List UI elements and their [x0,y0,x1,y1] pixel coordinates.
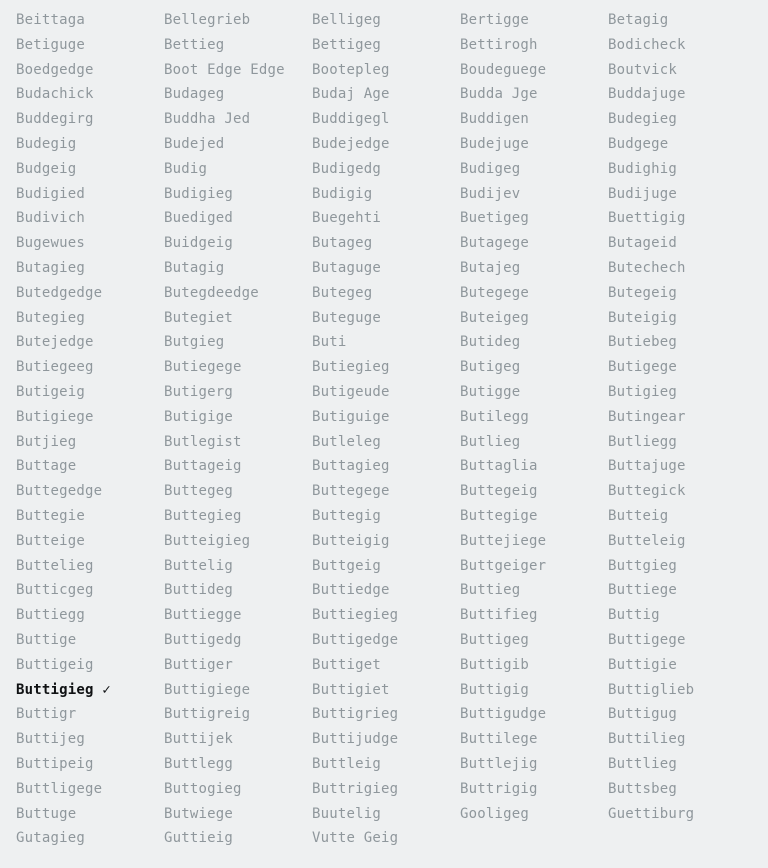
spelling-item: Budigig [312,185,373,202]
spelling-item: Buttgeig [312,557,382,574]
spelling-item: Bettieg [164,36,225,53]
spelling-item: Butegieg [16,309,86,326]
spelling-item: Buttlejig [460,755,538,772]
spelling-item: Boot Edge Edge [164,61,285,78]
spelling-item: Butteleig [608,532,686,549]
spelling-item: Buediged [164,210,234,227]
spelling-item: Buttagieg [312,458,390,475]
spelling-item: Buttigege [608,631,686,648]
spelling-item: Butegeig [608,284,678,301]
spelling-item: Buttijek [164,731,234,748]
spelling-item: Buttegeig [460,483,538,500]
word-grid [16,8,760,851]
spelling-item: Buttilieg [608,731,686,748]
spelling-item: Buegehti [312,210,382,227]
spelling-item: Gutagieg [16,830,86,847]
spelling-item: Bettigeg [312,36,382,53]
spelling-item: Budda Jge [460,86,538,103]
spelling-item: Buttegie [16,507,86,524]
spelling-item: Budegieg [608,111,678,128]
spelling-item: Buttrigieg [312,780,399,797]
spelling-item: Budaj Age [312,86,390,103]
spelling-item: Buttogieg [164,780,242,797]
spelling-item: Guttieig [164,830,234,847]
spelling-item: Beittaga [16,12,86,28]
spelling-item: Bellegrieb [164,12,251,28]
spelling-item: Buttigedg [164,631,242,648]
spelling-item: Butlegist [164,433,242,450]
spelling-item: Buttigig [460,681,530,698]
spelling-item: Buttigeig [16,656,94,673]
spelling-item: Boudeguege [460,61,547,78]
spelling-item: Buttgieg [608,557,678,574]
spelling-item: Buttelieg [16,557,94,574]
spelling-item: Buttiglieb [608,681,695,698]
spelling-item: Buttipeig [16,755,94,772]
spelling-item: Butigege [608,359,678,376]
spelling-item: Bettirogh [460,36,538,53]
spelling-item: Boedgedge [16,61,94,78]
spelling-item: Budegig [16,135,77,152]
spelling-item: Buti [312,334,347,351]
spelling-item: Butigige [164,408,234,425]
spelling-item: Buttageig [164,458,242,475]
spelling-item: Butteig [608,507,669,524]
spelling-item: Budigedg [312,160,382,177]
spelling-item: Belligeg [312,12,382,28]
spelling-item: Buttlegg [164,755,234,772]
spelling-item: Vutte Geig [312,830,399,847]
spelling-item: Betagig [608,12,669,28]
spelling-item: Butagege [460,235,530,252]
spelling-item: Butedgedge [16,284,103,301]
correct-spelling-item: Buttigieg ✓ [16,681,111,698]
spelling-item: Butiegege [164,359,242,376]
spelling-item: Budachick [16,86,94,103]
spelling-item: Buddigegl [312,111,390,128]
spelling-item: Buttegeg [164,483,234,500]
spelling-item: Butaguge [312,259,382,276]
spelling-item: Buttegedge [16,483,103,500]
spelling-item: Buttajuge [608,458,686,475]
spelling-item: Buddigen [460,111,530,128]
spelling-item: Butigeg [460,359,521,376]
spelling-item: Butagig [164,259,225,276]
spelling-item: Buttiedge [312,582,390,599]
spelling-item: Buttejiege [460,532,547,549]
spelling-item: Butegdeedge [164,284,259,301]
spelling-item: Buteigig [608,309,678,326]
spelling-item: Buidgeig [164,235,234,252]
spelling-item: Buttleig [312,755,382,772]
spelling-item: Butagieg [16,259,86,276]
spelling-item: Buttiget [312,656,382,673]
spelling-item: Buttigudge [460,706,547,723]
spelling-item: Buteigeg [460,309,530,326]
spelling-item: Buttigrieg [312,706,399,723]
spelling-item: Buttigr [16,706,77,723]
spelling-item: Butwiege [164,805,234,822]
spelling-item: Butigeude [312,383,390,400]
spelling-item: Buttsbeg [608,780,678,797]
spelling-item: Budig [164,160,208,177]
spelling-item: Buttigiege [164,681,251,698]
spelling-item: Butajeg [460,259,521,276]
spelling-item: Buttage [16,458,77,475]
spelling-item: Buttigeg [460,631,530,648]
spelling-item: Budijuge [608,185,678,202]
spelling-item: Buettigig [608,210,686,227]
spelling-item: Buttegege [312,483,390,500]
spelling-item: Buttigiet [312,681,390,698]
spelling-item: Butechech [608,259,686,276]
spelling-item: Buttideg [164,582,234,599]
spelling-item: Buddajuge [608,86,686,103]
spelling-item: Butticgeg [16,582,94,599]
spelling-item: Budgege [608,135,669,152]
spelling-item: Buttuge [16,805,77,822]
spelling-item: Buttiegieg [312,607,399,624]
spelling-item: Butageg [312,235,373,252]
spelling-item: Butegiet [164,309,234,326]
spelling-item: Buutelig [312,805,382,822]
spelling-item: Buttegick [608,483,686,500]
spelling-item: Butjieg [16,433,77,450]
spelling-item: Boutvick [608,61,678,78]
spelling-item: Buddha Jed [164,111,251,128]
spelling-item: Bertigge [460,12,530,28]
spelling-item: Butideg [460,334,521,351]
spelling-item: Bugewues [16,235,86,252]
spelling-item: Buttlieg [608,755,678,772]
spelling-item: Buttigedge [312,631,399,648]
spelling-item: Butiegieg [312,359,390,376]
spelling-item: Buttig [608,607,660,624]
spelling-item: Buttigug [608,706,678,723]
spelling-item: Bodicheck [608,36,686,53]
spelling-item: Gooligeg [460,805,530,822]
spelling-item: Buetigeg [460,210,530,227]
spelling-item: Butteigig [312,532,390,549]
spelling-item: Buttiege [608,582,678,599]
spelling-item: Butteigieg [164,532,251,549]
spelling-item: Betiguge [16,36,86,53]
spelling-item: Buttegige [460,507,538,524]
spelling-item: Butlieg [460,433,521,450]
spelling-item: Budgeig [16,160,77,177]
spelling-item: Butiguige [312,408,390,425]
spelling-item: Buttifieg [460,607,538,624]
spelling-item: Butteige [16,532,86,549]
spelling-item: Budageg [164,86,225,103]
spelling-item: Budejed [164,135,225,152]
spelling-item: Buttigreig [164,706,251,723]
spelling-item: Buttigib [460,656,530,673]
spelling-item: Butgieg [164,334,225,351]
spelling-item: Butiegeeg [16,359,94,376]
spelling-item: Buttligege [16,780,103,797]
spelling-item: Butigiege [16,408,94,425]
spelling-item: Budighig [608,160,678,177]
spelling-item: Buttegig [312,507,382,524]
spelling-item: Buttaglia [460,458,538,475]
spelling-item: Bootepleg [312,61,390,78]
spelling-item: Buddegirg [16,111,94,128]
spelling-item: Butageid [608,235,678,252]
spelling-item: Budigied [16,185,86,202]
spelling-item: Butigerg [164,383,234,400]
spelling-item: Butilegg [460,408,530,425]
spelling-item: Butiebeg [608,334,678,351]
spelling-item: Butliegg [608,433,678,450]
spelling-item: Budijev [460,185,521,202]
spelling-item: Budivich [16,210,86,227]
spelling-item: Budejuge [460,135,530,152]
spelling-item: Budejedge [312,135,390,152]
spelling-item: Buttigie [608,656,678,673]
spelling-item: Buttijeg [16,731,86,748]
spelling-item: Butigge [460,383,521,400]
spelling-item: Buttgeiger [460,557,547,574]
spelling-item: Butigeig [16,383,86,400]
spelling-item: Buttrigig [460,780,538,797]
spelling-item: Buttige [16,631,77,648]
spelling-item: Budigieg [164,185,234,202]
spelling-item: Butingear [608,408,686,425]
spelling-item: Buttieg [460,582,521,599]
spelling-item: Buteguge [312,309,382,326]
spelling-item: Buttilege [460,731,538,748]
spelling-item: Buttelig [164,557,234,574]
spelling-item: Guettiburg [608,805,695,822]
spelling-item: Buttiger [164,656,234,673]
spelling-item: Butegeg [312,284,373,301]
spelling-item: Buttiegge [164,607,242,624]
spelling-item: Budigeg [460,160,521,177]
spelling-item: Buttiegg [16,607,86,624]
spelling-item: Butejedge [16,334,94,351]
spelling-item: Buttijudge [312,731,399,748]
spelling-item: Butleleg [312,433,382,450]
spelling-item: Butigieg [608,383,678,400]
spelling-item: Butegege [460,284,530,301]
spelling-item: Buttegieg [164,507,242,524]
